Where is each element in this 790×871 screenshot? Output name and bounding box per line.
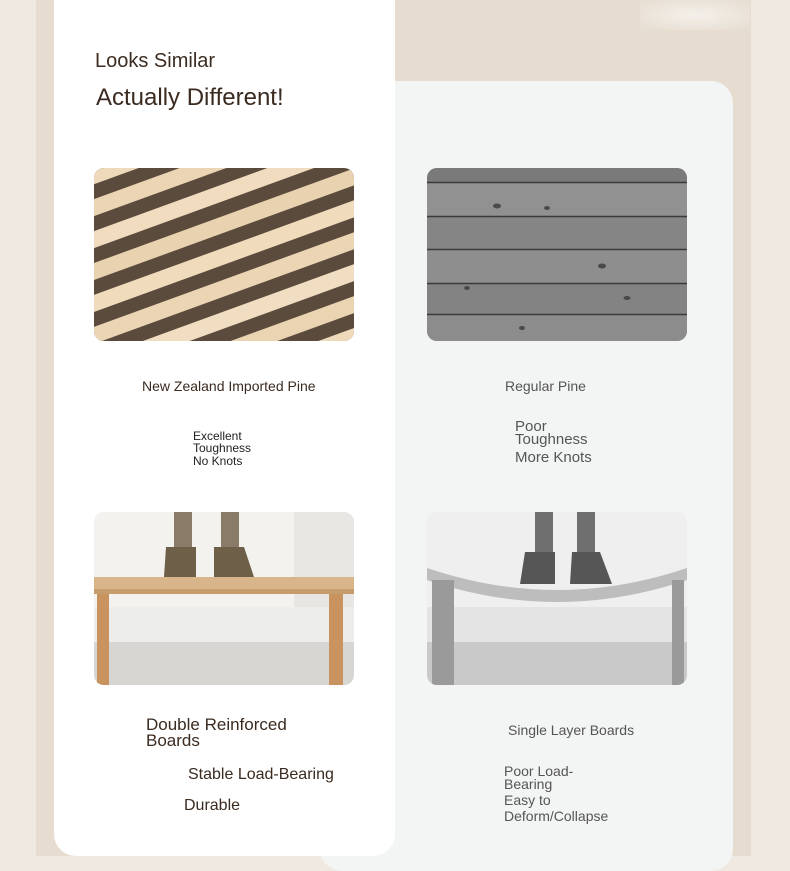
regular-pine-planks-image [427, 168, 687, 341]
heading-actually-different: Actually Different! [96, 84, 284, 111]
nz-pine-title: New Zealand Imported Pine [142, 378, 316, 394]
heading-looks-similar: Looks Similar [95, 50, 216, 72]
double-board-feature-load: Stable Load-Bearing [188, 766, 334, 783]
nz-pine-feature-knots: No Knots [193, 454, 243, 468]
background-glow [640, 0, 750, 30]
double-board-title: Double Reinforced Boards [146, 715, 287, 750]
single-board-feature-deform: Easy to Deform/Collapse [504, 792, 609, 824]
double-board-bench-image [94, 512, 354, 685]
regular-pine-feature-toughness: Poor Toughness [515, 418, 588, 448]
single-board-bench-image [427, 512, 687, 685]
nz-pine-feature-toughness: Excellent Toughness [193, 429, 252, 455]
double-board-feature-durable: Durable [184, 797, 241, 814]
regular-pine-title: Regular Pine [505, 378, 586, 394]
regular-pine-feature-knots: More Knots [515, 449, 592, 466]
single-board-feature-load: Poor Load-Bearing [504, 763, 574, 792]
nz-pine-slats-image [94, 168, 354, 341]
single-board-title: Single Layer Boards [508, 722, 635, 738]
